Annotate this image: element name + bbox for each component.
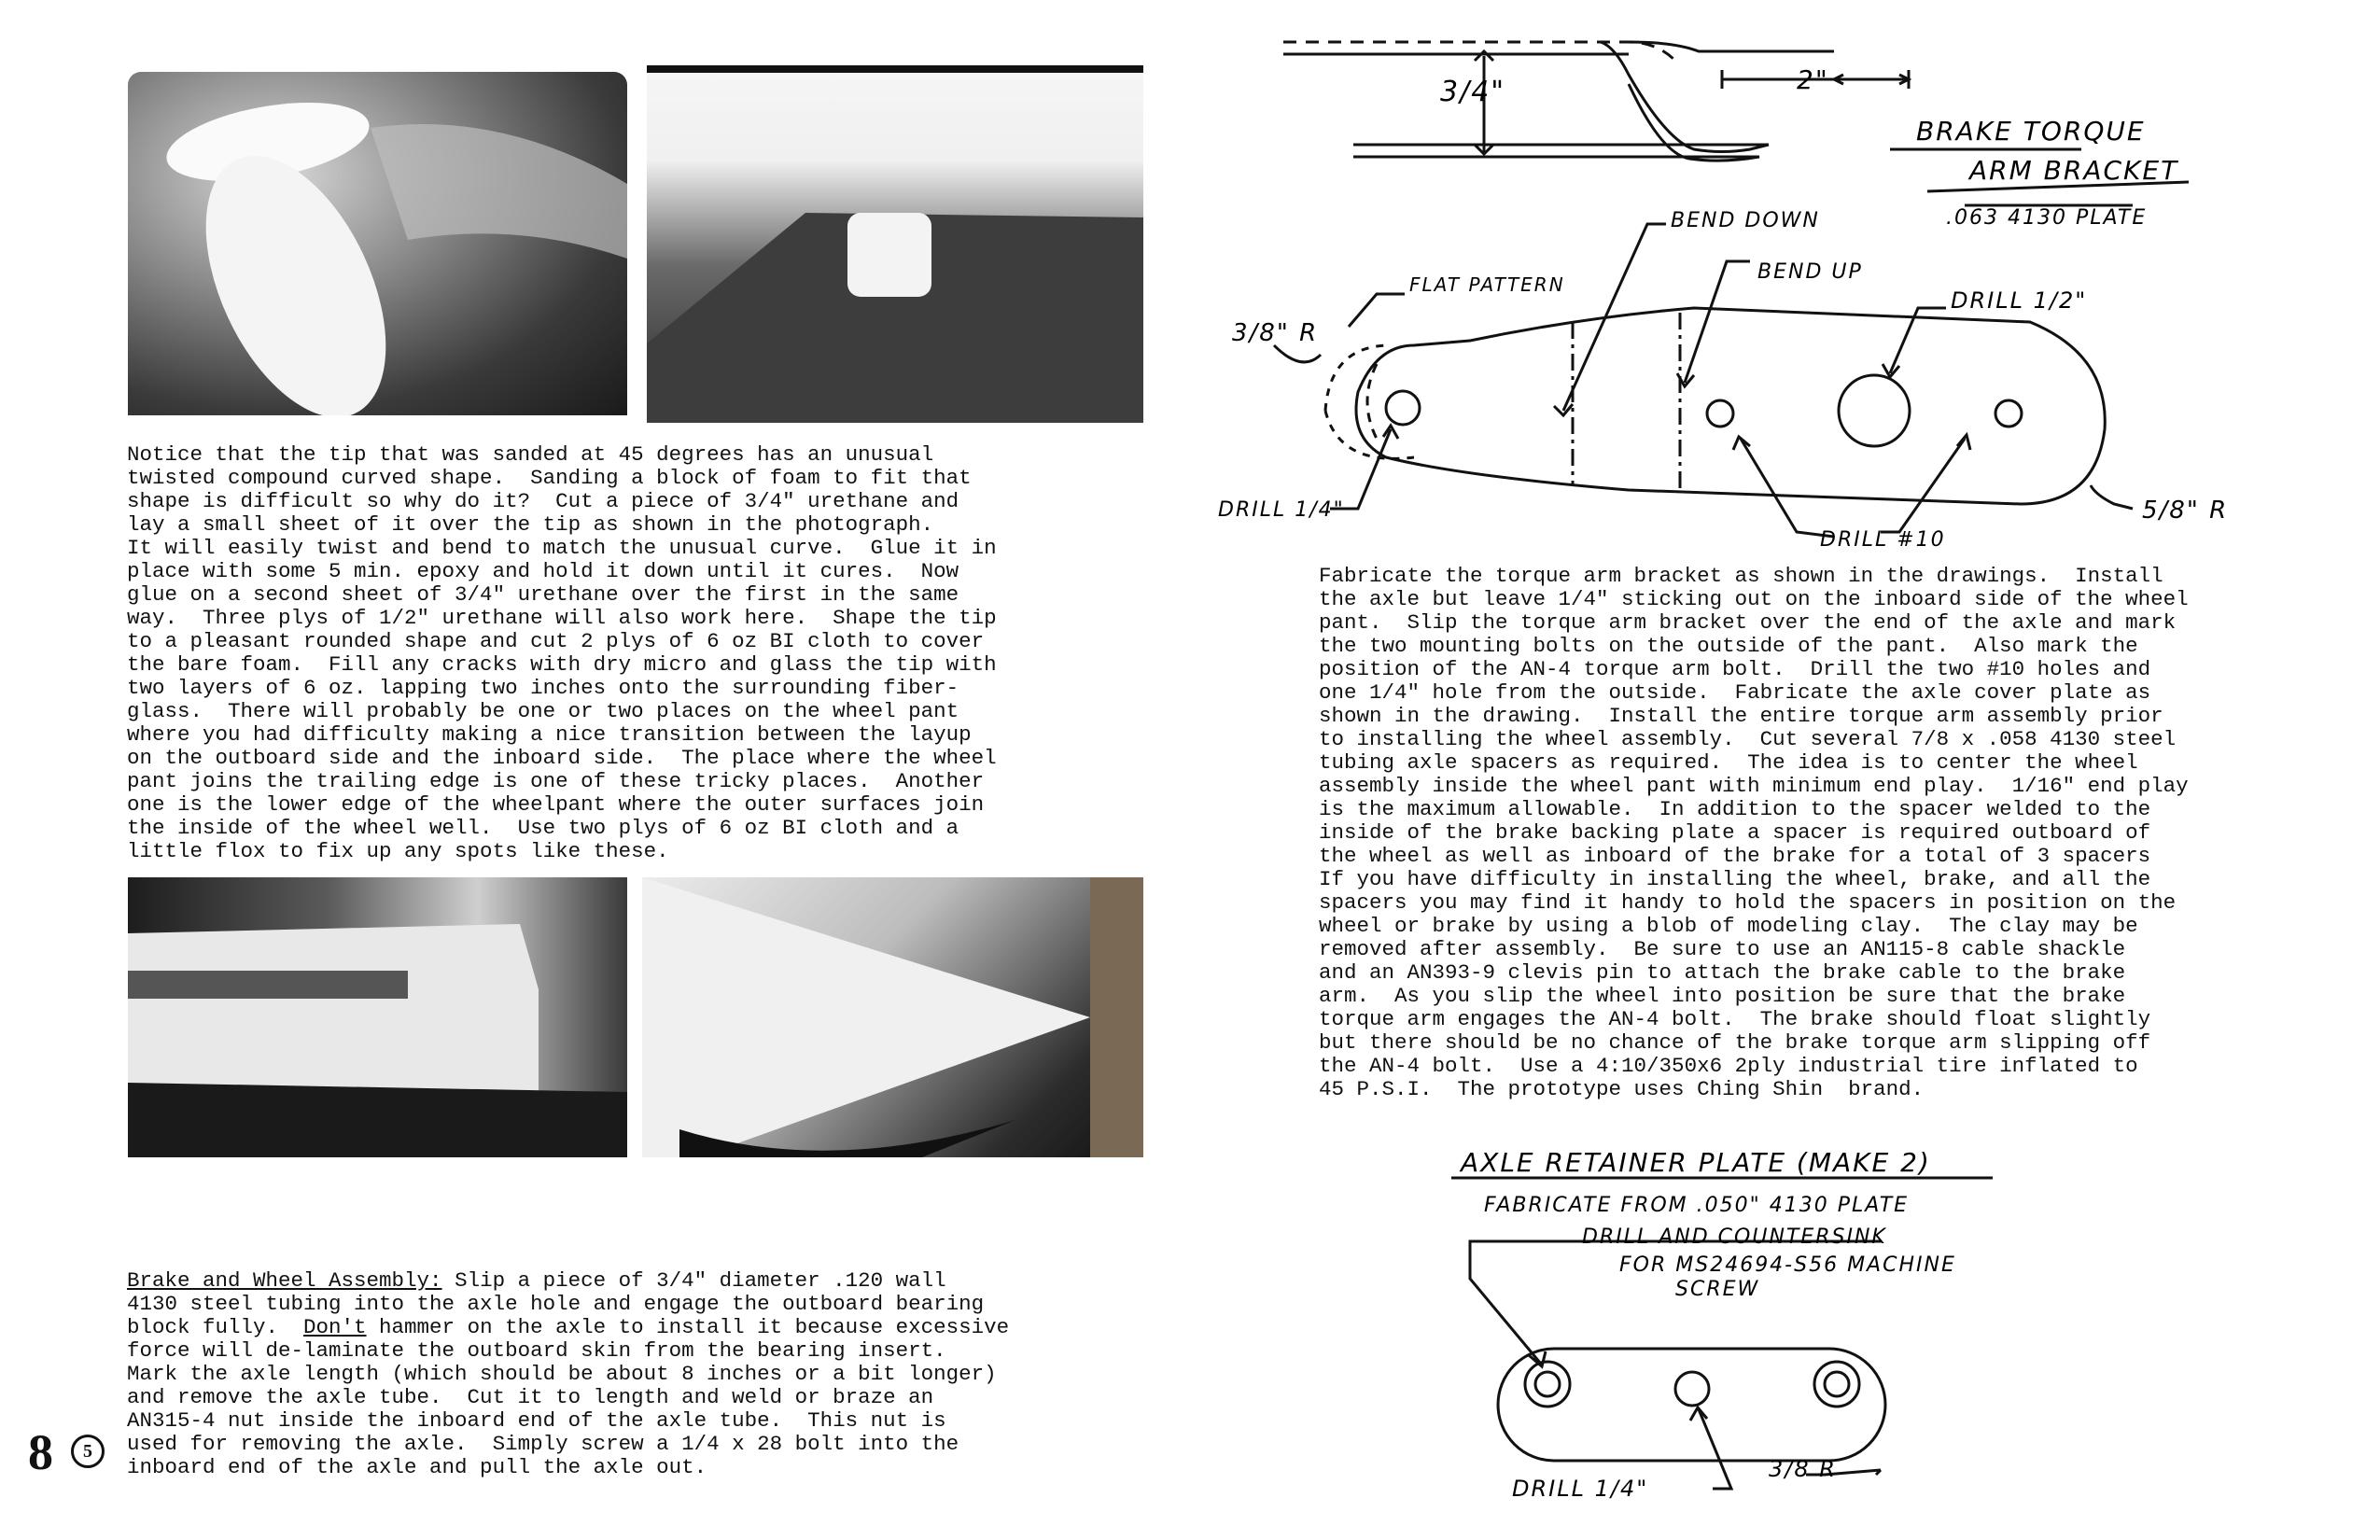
drill-half-label: DRILL 1/2" [1951,287,2088,314]
photo-d-shapes [642,877,1143,1157]
photo-c-shapes [128,877,627,1157]
dont-emphasis: Don't [303,1315,367,1339]
drill-quarter-label: DRILL 1/4" [1218,498,1345,522]
retainer-title: AXLE RETAINER PLATE (MAKE 2) [1461,1147,1931,1178]
bracket-side-view-drawing [1190,0,2380,579]
dim-length-label: 2" [1797,64,1829,95]
retainer-note-line2: FOR MS24694-S56 MACHINE [1619,1253,1956,1277]
axle-retainer-plate-drawing [1190,1139,2380,1531]
paragraph-tail: hammer on the axle to install it because excessive force will de-laminate the outboard skin from the bearing insert. Mark the axle length (which should be about 8 inches or a bit longer) and remove the axle tube. Cut it to length and weld or braze an AN315-4 nut inside the inboard end of the axle tube. This nut is used for removing the axle. Simply screw a 1/4 x 28 bolt into the inboard end of the axle and pull the axle out. [127,1315,1010,1479]
page-number: 8 [28,1424,53,1480]
circled-number-text: 5 [83,1440,92,1462]
section-heading: Brake and Wheel Assembly: [127,1268,442,1293]
photo-wheelpant-lower-edge [128,877,627,1157]
body-text-brake-wheel-assembly [127,1269,1009,1479]
flat-pattern-plate [1274,224,2133,537]
photo-wheelpant-tip-foam [128,72,627,415]
radius-left-label: 3/8" R [1232,319,1319,347]
photo-trailing-edge-joint [642,877,1143,1157]
flat-pattern-label: FLAT PATTERN [1409,273,1565,296]
drill-10-label: DRILL #10 [1820,528,1946,552]
bend-down-label: BEND DOWN [1671,209,1820,232]
body-text-tip-shaping: Notice that the tip that was sanded at 45 degrees has an unusual twisted compound curved shape. Sanding a block of foam to fit that shape is difficult so why do it? Cut a piece of 3/4" urethane and lay a small sheet of it over the tip as shown in the photograph. It will easily twist and bend to match the unusual curve. Glue it in place with some 5 min. epoxy and hold it down until it cures. Now glue on a second sheet of 3/4" urethane over the first in the same way. Three plys of 1/2" urethane will also work here. Shape the tip to a pleasant rounded shape and cut 2 plys of 6 oz BI cloth to cover the bare foam. Fill any cracks with dry micro and glass the tip with two layers of 6 oz. lapping two inches onto the surrounding fiber- glass. There will probably be one or two places on the wheel pant where you had difficulty making a nice transition between the layup on the outboard side and the inboard side. The place where the wheel pant joins the trailing edge is one of these tricky places. Another one is the lower edge of the wheelpant where the outer surfaces join the inside of the wheel well. Use two plys of 6 oz BI cloth and a little flox to fix up any spots like these. [127,442,997,863]
photo-tip-closeup [647,65,1143,423]
retainer-note-line1: DRILL AND COUNTERSINK [1582,1225,1887,1249]
retainer-drill-label: DRILL 1/4" [1512,1476,1649,1502]
paragraph-rest: 4130 steel tubing into the axle hole and engage the outboard bearing block fully. [127,1292,985,1339]
retainer-material: FABRICATE FROM .050" 4130 PLATE [1484,1194,1910,1217]
radius-right-label: 5/8" R [2142,497,2229,525]
body-text-torque-arm: Fabricate the torque arm bracket as shown in the drawings. Install the axle but leave 1/4" sticking out on the inboard side of the wheel pant. Slip the torque arm bracket over the end of the axle and mark the two mounting bolts on the outside of the pant. Also mark the position of the AN-4 torque arm bolt. Drill the two #10 holes and one 1/4" hole from the outside. Fabricate the axle cover plate as shown in the drawing. Install the entire torque arm assembly prior to installing the wheel assembly. Cut several 7/8 x .058 4130 steel tubing axle spacers as required. The idea is to center the wheel assembly inside the wheel pant with minimum end play. 1/16" end play is the maximum allowable. In addition to the spacer welded to the inside of the brake backing plate a spacer is required outboard of the wheel as well as inboard of the brake for a total of 3 spacers If you have difficulty in installing the wheel, brake, and all the spacers you may find it handy to hold the spacers in position on the wheel or brake by using a blob of modeling clay. The clay may be removed after assembly. Be sure to use an AN115-8 cable shackle and an AN393-9 clevis pin to attach the brake cable to the brake arm. As you slip the wheel into position be sure that the brake torque arm engages the AN-4 bolt. The brake should float slightly but there should be no chance of the brake torque arm slipping off the AN-4 bolt. Use a 4:10/350x6 2ply industrial tire inflated to 45 P.S.I. The prototype uses Ching Shin brand. [1319,564,2189,1101]
bracket-title-line2: ARM BRACKET [1969,155,2179,186]
paragraph-first-line: Slip a piece of 3/4" diameter .120 wall [441,1268,946,1293]
retainer-note-line3: SCREW [1675,1278,1760,1301]
bracket-material: .063 4130 PLATE [1946,206,2148,230]
dim-height-label: 3/4" [1440,76,1506,108]
photo-a-shapes [128,72,627,415]
retainer-radius-label: 3/8 R [1769,1456,1837,1482]
bracket-title-line1: BRAKE TORQUE [1916,116,2146,147]
photo-b-shapes [647,73,1143,423]
circled-number [71,1435,105,1468]
right-page [1190,0,2380,1540]
bend-up-label: BEND UP [1757,260,1863,284]
